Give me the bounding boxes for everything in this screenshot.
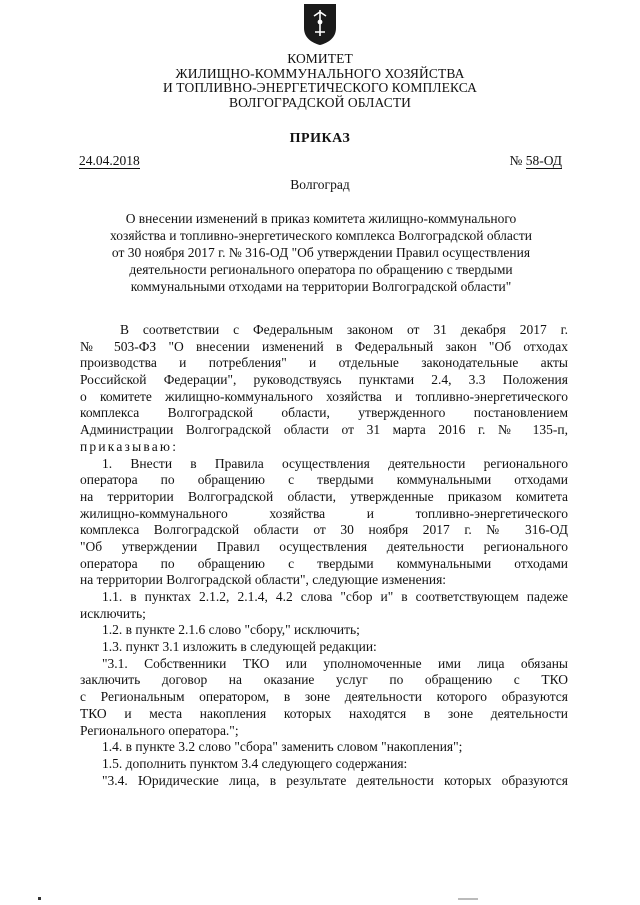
body-line: ТКО и места накопления которых находятся в зоне деятельности (80, 705, 568, 721)
committee-header (120, 52, 520, 110)
body-line: № 503-ФЗ "О внесении изменений в Федеральный закон "Об отходах (80, 338, 568, 354)
body-line: 1. Внести в Правила осуществления деятельности регионального (102, 455, 568, 471)
scan-mark (458, 898, 478, 900)
order-title: ПРИКАЗ (289, 131, 351, 146)
body-line: на территории Волгоградской области, утвержденные приказом комитета (80, 488, 568, 504)
body-line: "3.1. Собственники ТКО или уполномоченные ими лица обязаны (102, 655, 568, 671)
body-line: 1.5. дополнить пунктом 3.4 следующего содержания: (102, 755, 408, 771)
coat-of-arms-icon (302, 2, 338, 46)
order-city: Волгоград (290, 177, 350, 192)
number-value: 58-ОД (525, 153, 562, 168)
body-line: Российской Федерации", руководствуясь пунктами 2.4, 3.3 Положения (80, 372, 568, 388)
order-date: 24.04.2018 (79, 153, 140, 168)
body-line: 1.2. в пункте 2.1.6 слово "сбору," исключить; (102, 622, 360, 638)
body-line: комплекса Волгоградской области от 30 ноября 2017 г. № 316-ОД (80, 522, 568, 538)
body-line: оператора по обращению с твердыми коммунальными отходами (80, 472, 568, 488)
header-line: ВОЛГОГРАДСКОЙ ОБЛАСТИ (228, 94, 412, 110)
body-line: "3.4. Юридические лица, в результате деятельности которых образуются (102, 772, 568, 788)
body-line: "Об утверждении Правил осуществления деятельности регионального (80, 538, 568, 554)
header-line: КОМИТЕТ (287, 51, 353, 66)
header-line: И ТОПЛИВНО-ЭНЕРГЕТИЧЕСКОГО КОМПЛЕКСА (162, 80, 477, 95)
body-line: 1.1. в пунктах 2.1.2, 2.1.4, 4.2 слова "сбор и" в соответствующем падеже (102, 589, 568, 604)
body-line: 1.4. в пункте 3.2 слово "сбора" заменить словом "накопления"; (102, 739, 463, 755)
body-line: на территории Волгоградской области", следующие изменения: (80, 572, 447, 588)
subject-line: деятельности регионального оператора по обращению с твердыми (129, 262, 513, 277)
body-line: комплекса Волгоградской области, утвержденного постановлением (80, 405, 568, 421)
subject-line: О внесении изменений в приказ комитета жилищно-коммунального (125, 211, 517, 226)
body-line: производства и потребления" и отдельные законодательные акты (80, 355, 568, 371)
body-line: приказываю: (80, 438, 179, 454)
header-line: ЖИЛИЩНО-КОММУНАЛЬНОГО ХОЗЯЙСТВА (175, 65, 465, 81)
body-line: Регионального оператора."; (80, 722, 239, 738)
subject-line: от 30 ноября 2017 г. № 316-ОД "Об утверждении Правил осуществления (111, 245, 531, 260)
body-line: Администрации Волгоградской области от 31 марта 2016 г. № 135-п, (80, 422, 568, 438)
body-line: 1.3. пункт 3.1 изложить в следующей редакции: (102, 639, 377, 655)
body-line: заключить договор на оказание услуг по обращению с ТКО (80, 672, 568, 688)
body-line: жилищно-коммунального хозяйства и топливно-энергетического (80, 505, 568, 521)
order-number (509, 153, 562, 168)
subject-line: хозяйства и топливно-энергетического комплекса Волгоградской области (110, 228, 532, 243)
subject-line: коммунальными отходами на территории Волгоградской области" (130, 279, 512, 294)
order-subject (80, 210, 562, 295)
number-prefix: № (509, 153, 523, 168)
body-line: с Региональным оператором, в зоне деятельности которого образуются (80, 689, 568, 705)
body-line: В соответствии с Федеральным законом от 31 декабря 2017 г. (120, 322, 568, 337)
body-line: о комитете жилищно-коммунального хозяйства и топливно-энергетического (80, 388, 568, 404)
scan-mark (38, 897, 41, 900)
body-line: исключить; (80, 605, 146, 621)
order-body (80, 322, 568, 789)
body-line: оператора по обращению с твердыми коммунальными отходами (80, 555, 568, 571)
